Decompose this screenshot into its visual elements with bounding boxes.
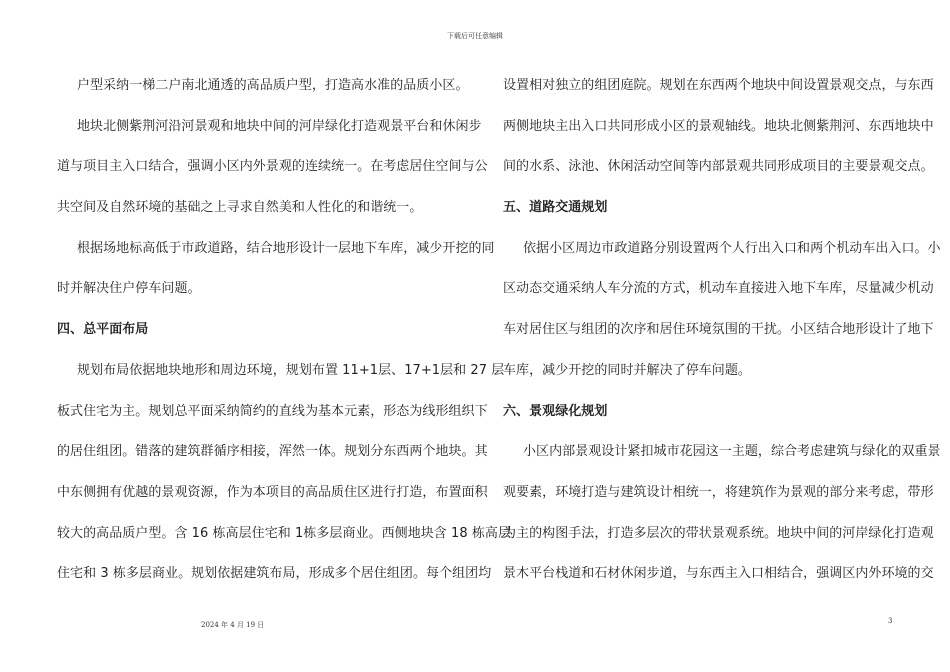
text-line: 两侧地块主出入口共同形成小区的景观轴线。地块北侧紫荆河、东西地块中 xyxy=(503,118,934,134)
text-line: 户型采纳一梯二户南北通透的高品质户型，打造高水准的品质小区。 xyxy=(77,78,469,93)
section-heading: 五、道路交通规划 xyxy=(503,200,608,216)
text-line: 区动态交通采纳人车分流的方式，机动车直接进入地下车库，尽量减少机动 xyxy=(503,281,934,297)
right-text-column xyxy=(503,70,941,599)
text-line: 设置相对独立的组团庭院。规划在东西两个地块中间设置景观交点，与东西 xyxy=(503,78,934,93)
text-line: 道与项目主入口结合，强调小区内外景观的连续统一。在考虑居住空间与公 xyxy=(57,159,488,175)
text-line: 景木平台栈道和石材休闲步道，与东西主入口相结合，强调区内外环境的交 xyxy=(503,566,934,582)
text-line: 板式住宅为主。规划总平面采纳简约的直线为基本元素，形态为线形组织下 xyxy=(57,403,488,419)
text-line: 共空间及自然环境的基础之上寻求自然美和人性化的和谐统一。 xyxy=(57,200,423,216)
text-line: 规划布局依据地块地形和周边环境，规划布置 11+1层、17+1层和 27 层 xyxy=(77,362,505,378)
left-text-column xyxy=(57,70,512,599)
text-line: 的居住组团。错落的建筑群循序相接，浑然一体。规划分东西两个地块。其 xyxy=(57,444,488,460)
text-line: 观要素，环境打造与建筑设计相统一，将建筑作为景观的部分来考虑，带形 xyxy=(503,484,934,500)
text-line: 间的水系、泳池、休闲活动空间等内部景观共同形成项目的主要景观交点。 xyxy=(503,159,934,175)
text-line: 住宅和 3 栋多层商业。规划依据建筑布局，形成多个居住组团。每个组团均 xyxy=(57,566,492,582)
text-line: 时并解决住户停车问题。 xyxy=(57,281,201,297)
page-number: 3 xyxy=(888,617,893,625)
text-line: 根据场地标高低于市政道路，结合地形设计一层地下车库，减少开挖的同 xyxy=(77,240,495,256)
text-line: 依据小区周边市政道路分别设置两个人行出入口和两个机动车出入口。小 xyxy=(523,240,941,256)
text-line: 较大的高品质户型。含 16 栋高层住宅和 1栋多层商业。西侧地块含 18 栋高层 xyxy=(57,525,512,541)
text-line: 小区内部景观设计紧扣城市花园这一主题，综合考虑建筑与绿化的双重景 xyxy=(523,444,941,460)
section-heading: 六、景观绿化规划 xyxy=(503,403,608,419)
text-line: 车对居住区与组团的次序和居住环境氛围的干扰。小区结合地形设计了地下 xyxy=(503,322,934,338)
text-line: 中东侧拥有优越的景观资源，作为本项目的高品质住区进行打造，布置面积 xyxy=(57,484,488,500)
header-note: 下载后可任意编辑 xyxy=(447,32,503,40)
text-line: 地块北侧紫荆河沿河景观和地块中间的河岸绿化打造观景平台和休闲步 xyxy=(77,118,482,134)
section-heading: 四、总平面布局 xyxy=(57,322,149,338)
text-line: 车库，减少开挖的同时并解决了停车问题。 xyxy=(503,362,751,378)
footer-date: 2024 年 4 月 19 日 xyxy=(201,621,265,629)
text-line: 为主的构图手法，打造多层次的带状景观系统。地块中间的河岸绿化打造观 xyxy=(503,525,934,541)
